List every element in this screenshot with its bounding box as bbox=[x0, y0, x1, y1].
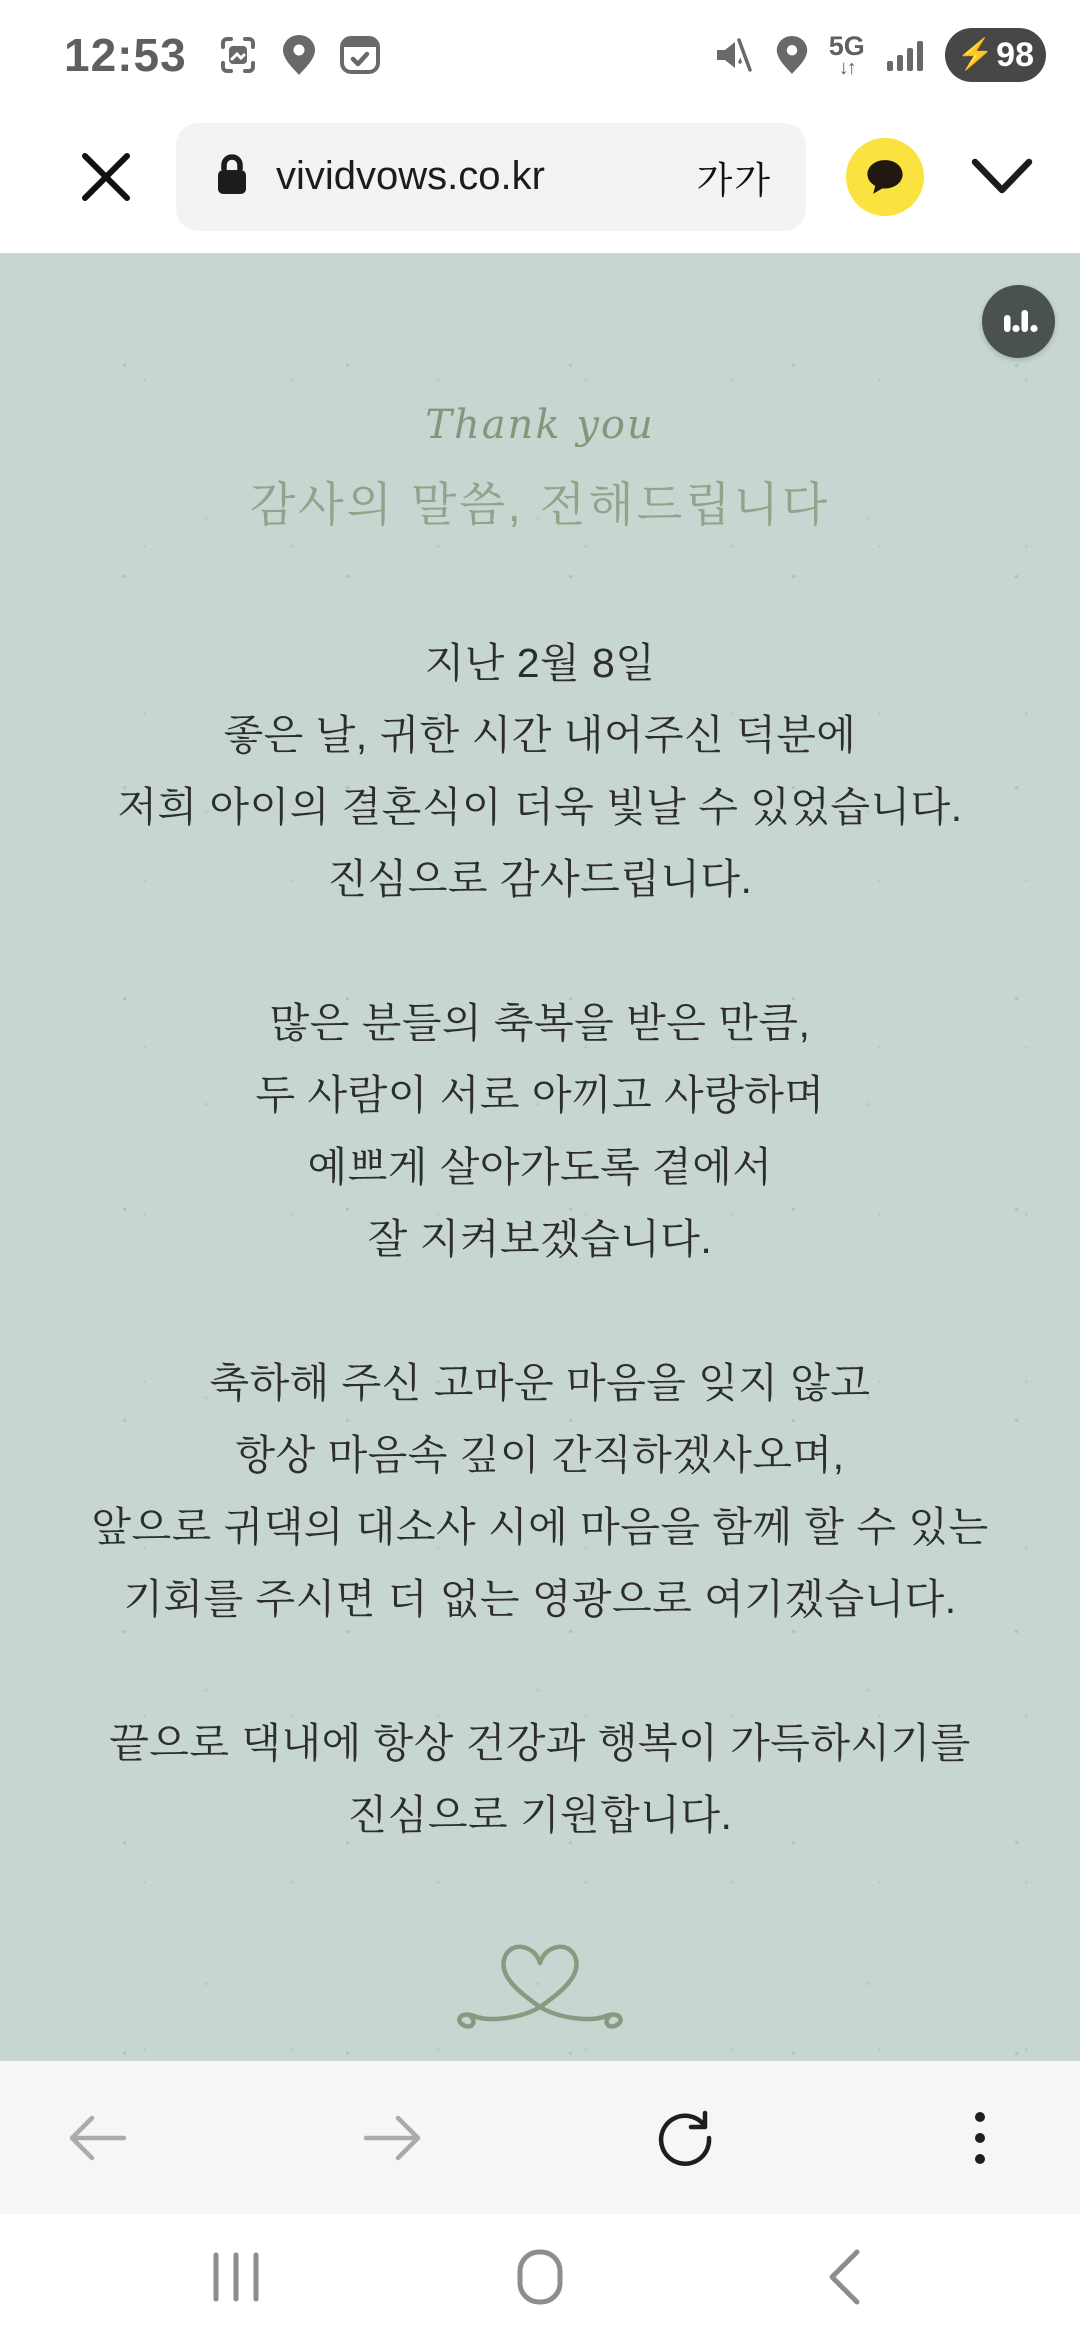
browser-toolbar bbox=[0, 2061, 1080, 2214]
message-line: 두 사람이 서로 아끼고 사랑하며 bbox=[255, 1072, 825, 1118]
message-line: 지난 2월 8일 bbox=[424, 640, 656, 686]
message-line: 항상 마음속 깊이 간직하겠사오며, bbox=[235, 1432, 845, 1478]
chevron-down-icon bbox=[967, 154, 1037, 200]
kakao-share-button[interactable] bbox=[846, 138, 924, 216]
text-size-button[interactable]: 가가 bbox=[696, 159, 772, 201]
secure-lock-icon bbox=[210, 149, 254, 204]
browser-top-bar bbox=[0, 100, 1080, 253]
webpage-content bbox=[0, 253, 1080, 2061]
status-bar bbox=[0, 0, 1080, 100]
mute-icon bbox=[711, 33, 755, 77]
gps-active-icon bbox=[773, 33, 811, 77]
message-line: 좋은 날, 귀한 시간 내어주신 덕분에 bbox=[223, 712, 857, 758]
message-line: 예쁘게 살아가도록 곁에서 bbox=[307, 1144, 773, 1190]
home-button[interactable] bbox=[506, 2243, 574, 2311]
url-text[interactable]: vividvows.co.kr bbox=[276, 154, 545, 198]
home-icon bbox=[514, 2247, 566, 2307]
message-line: 저희 아이의 결혼식이 더욱 빛날 수 있었습니다. bbox=[117, 784, 963, 830]
task-check-icon bbox=[337, 32, 383, 78]
bar-chart-icon bbox=[999, 302, 1039, 342]
message-line: 축하해 주신 고마운 마음을 잊지 않고 bbox=[209, 1360, 871, 1406]
back-arrow-icon bbox=[62, 2102, 134, 2174]
recents-icon bbox=[210, 2249, 262, 2305]
refresh-icon bbox=[653, 2105, 719, 2171]
back-button[interactable] bbox=[56, 2096, 140, 2180]
back-chevron-icon bbox=[824, 2246, 864, 2308]
message-line: 앞으로 귀댁의 대소사 시에 마음을 함께 할 수 있는 bbox=[91, 1504, 989, 1550]
close-browser-button[interactable] bbox=[66, 137, 146, 217]
message-paragraph-3 bbox=[40, 1347, 1040, 1635]
heart-flourish-icon bbox=[0, 1925, 1080, 2035]
message-line: 진심으로 기원합니다. bbox=[347, 1792, 733, 1838]
forward-button[interactable] bbox=[350, 2096, 434, 2180]
charging-bolt-icon: ⚡ bbox=[956, 38, 995, 71]
smart-capture-icon bbox=[215, 32, 261, 78]
message-paragraph-4 bbox=[40, 1707, 1040, 1851]
location-pin-icon bbox=[279, 32, 319, 78]
minimize-browser-button[interactable] bbox=[960, 135, 1044, 219]
kebab-menu-icon bbox=[952, 2105, 1008, 2171]
network-5g-icon: 5G ↓↑ bbox=[828, 30, 865, 79]
recent-apps-button[interactable] bbox=[202, 2243, 270, 2311]
message-paragraph-2 bbox=[40, 987, 1040, 1275]
stats-fab-button[interactable] bbox=[982, 285, 1055, 358]
signal-strength-icon bbox=[883, 33, 927, 77]
kakao-bubble-icon bbox=[863, 156, 907, 198]
menu-button[interactable] bbox=[938, 2096, 1022, 2180]
system-nav-bar bbox=[0, 2214, 1080, 2340]
thank-you-script: Thank you bbox=[425, 402, 655, 448]
forward-arrow-icon bbox=[356, 2102, 428, 2174]
message-paragraph-1 bbox=[40, 627, 1040, 915]
message-line: 끝으로 댁내에 항상 건강과 행복이 가득하시기를 bbox=[109, 1720, 971, 1766]
address-bar[interactable] bbox=[176, 123, 806, 231]
message-line: 진심으로 감사드립니다. bbox=[327, 856, 753, 902]
message-line: 잘 지켜보겠습니다. bbox=[367, 1216, 713, 1262]
message-line: 기회를 주시면 더 없는 영광으로 여기겠습니다. bbox=[123, 1576, 957, 1622]
page-title: 감사의 말씀, 전해드립니다 bbox=[249, 478, 831, 531]
clock: 12:53 bbox=[64, 29, 187, 81]
message-line: 많은 분들의 축복을 받은 만큼, bbox=[269, 1000, 811, 1046]
refresh-button[interactable] bbox=[644, 2096, 728, 2180]
back-nav-button[interactable] bbox=[810, 2243, 878, 2311]
battery-indicator: ⚡ 98 bbox=[945, 28, 1046, 82]
